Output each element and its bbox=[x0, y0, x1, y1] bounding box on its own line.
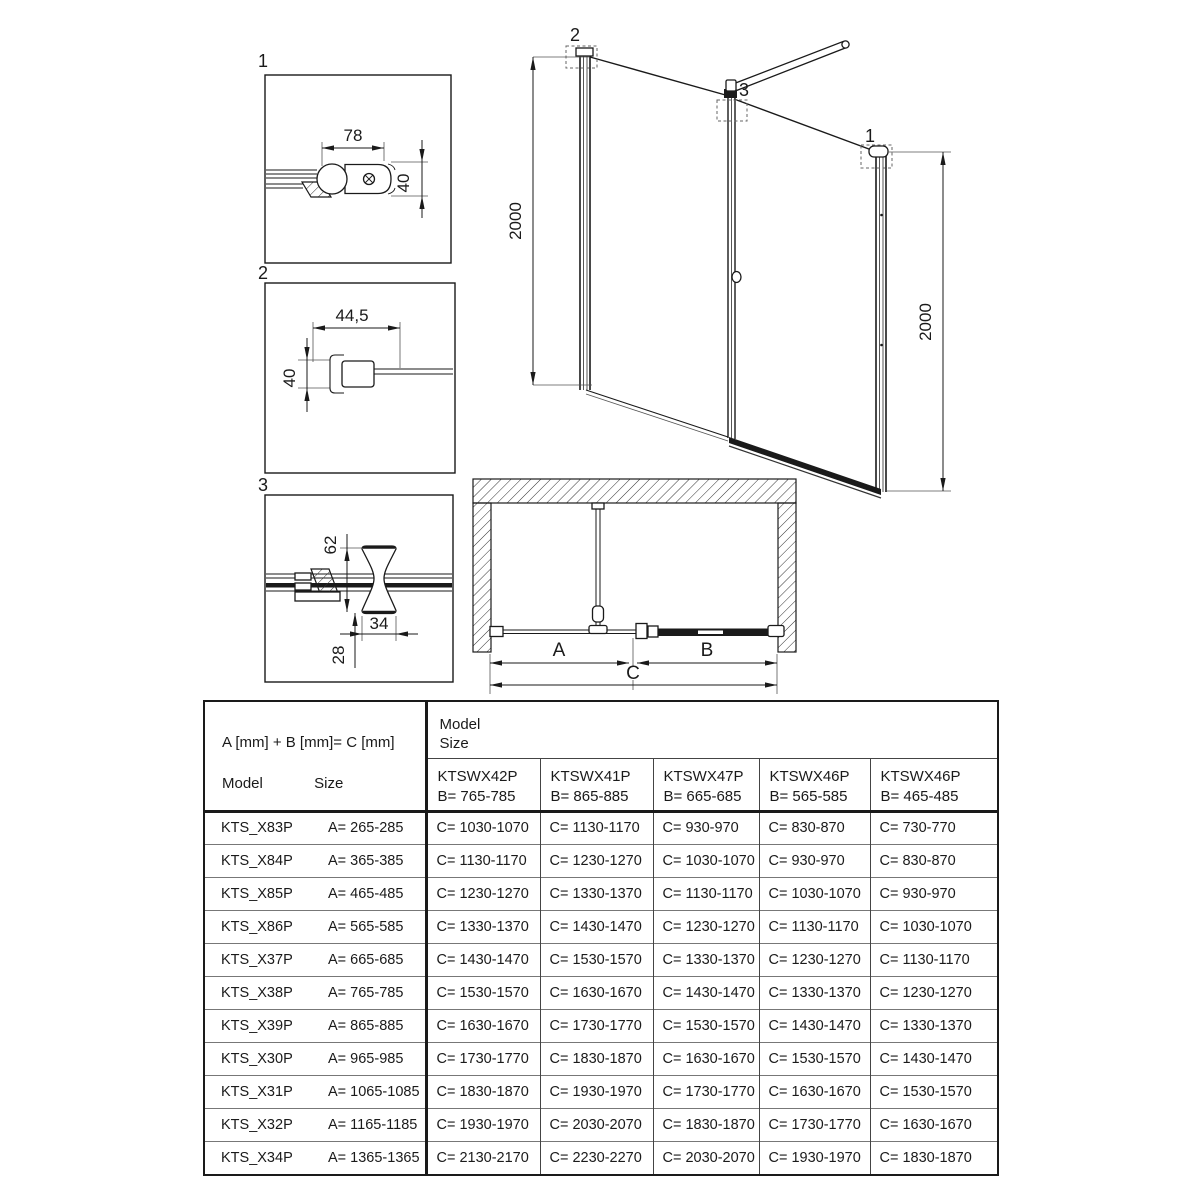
dim-28-label: 28 bbox=[329, 645, 348, 665]
c-value-cell: C= 1130-1170 bbox=[426, 844, 540, 877]
marker-3-label: 3 bbox=[739, 80, 750, 100]
dim-b bbox=[637, 640, 777, 694]
c-value-cell: C= 1330-1370 bbox=[653, 943, 759, 976]
c-value-cell: C= 1430-1470 bbox=[540, 910, 653, 943]
table-row bbox=[204, 844, 998, 877]
col-header-ktswx47p: KTSWX47P B= 665-685 bbox=[653, 758, 759, 811]
table-row bbox=[204, 1009, 998, 1042]
model-cell: KTS_X31P bbox=[221, 1084, 293, 1101]
c-value-cell: C= 1430-1470 bbox=[653, 976, 759, 1009]
marker-2-label: 2 bbox=[570, 25, 581, 45]
c-value-cell: C= 1830-1870 bbox=[540, 1043, 653, 1076]
c-value-cell: C= 1230-1270 bbox=[870, 976, 998, 1009]
c-value-cell: C= 830-870 bbox=[870, 844, 998, 877]
model-cell: KTS_X84P bbox=[221, 852, 293, 869]
model-size-group-header bbox=[426, 701, 998, 758]
knob bbox=[362, 546, 396, 614]
dim-78 bbox=[322, 126, 384, 166]
table-row bbox=[204, 877, 998, 910]
c-value-cell: C= 1130-1170 bbox=[759, 910, 870, 943]
door-panel-plan bbox=[658, 626, 784, 637]
elevation-view bbox=[506, 25, 951, 498]
dim-34-label: 34 bbox=[369, 614, 389, 633]
dim-c bbox=[490, 663, 777, 688]
c-value-cell: C= 1930-1970 bbox=[759, 1142, 870, 1175]
size-cell: A= 1065-1085 bbox=[328, 1084, 420, 1101]
left-wall-profile bbox=[576, 48, 593, 390]
c-value-cell: C= 1430-1470 bbox=[759, 1009, 870, 1042]
group-header-line1: Model bbox=[439, 715, 481, 733]
size-cell: A= 965-985 bbox=[328, 1051, 404, 1068]
fixed-panel-plan bbox=[490, 627, 640, 637]
c-value-cell: C= 1630-1670 bbox=[870, 1109, 998, 1142]
c-value-cell: C= 1830-1870 bbox=[426, 1076, 540, 1109]
c-value-cell: C= 2230-2270 bbox=[540, 1142, 653, 1175]
formula-label: A [mm] + B [mm]= C [mm] bbox=[222, 734, 395, 752]
dim-44-5 bbox=[313, 306, 400, 368]
c-value-cell: C= 1230-1270 bbox=[653, 910, 759, 943]
c-value-cell: C= 1930-1970 bbox=[540, 1076, 653, 1109]
detail-3-frame bbox=[265, 495, 453, 682]
col-header-ktswx41p: KTSWX41P B= 865-885 bbox=[540, 758, 653, 811]
marker-1-label: 1 bbox=[865, 126, 876, 146]
table-row bbox=[204, 1109, 998, 1142]
c-value-cell: C= 1730-1770 bbox=[426, 1043, 540, 1076]
size-cell: A= 865-885 bbox=[328, 1018, 404, 1034]
table-row bbox=[204, 811, 998, 844]
c-value-cell: C= 1330-1370 bbox=[426, 910, 540, 943]
dim-2000-right-label: 2000 bbox=[916, 303, 935, 341]
dim-a bbox=[490, 638, 633, 694]
model-cell: KTS_X30P bbox=[221, 1051, 293, 1068]
col-header-ktswx46p: KTSWX46P B= 565-585 bbox=[759, 758, 870, 811]
c-value-cell: C= 1230-1270 bbox=[759, 943, 870, 976]
size-cell: A= 365-385 bbox=[328, 852, 404, 869]
plan-view bbox=[473, 479, 796, 694]
c-value-cell: C= 1130-1170 bbox=[870, 943, 998, 976]
col-header-ktswx42p: KTSWX42P B= 765-785 bbox=[426, 758, 540, 811]
c-value-cell: C= 1530-1570 bbox=[759, 1043, 870, 1076]
model-cell: KTS_X83P bbox=[221, 820, 293, 837]
door-handle-knob bbox=[732, 272, 741, 283]
c-value-cell: C= 1430-1470 bbox=[870, 1043, 998, 1076]
c-value-cell: C= 2130-2170 bbox=[426, 1142, 540, 1175]
c-value-cell: C= 1330-1370 bbox=[870, 1009, 998, 1042]
c-value-cell: C= 1830-1870 bbox=[653, 1109, 759, 1142]
c-value-cell: C= 2030-2070 bbox=[540, 1109, 653, 1142]
dim-2000-left bbox=[506, 57, 592, 385]
c-value-cell: C= 1630-1670 bbox=[540, 976, 653, 1009]
c-value-cell: C= 1430-1470 bbox=[426, 943, 540, 976]
table-row bbox=[204, 943, 998, 976]
middle-post bbox=[724, 89, 737, 439]
table-row bbox=[204, 910, 998, 943]
group-header-line2: Size bbox=[439, 734, 469, 752]
right-wall-profile bbox=[869, 146, 888, 492]
dim-2000-right bbox=[887, 152, 951, 491]
screw-icon bbox=[364, 174, 375, 185]
wall-top bbox=[473, 479, 796, 503]
detail-2-label: 2 bbox=[258, 263, 269, 283]
dim-40 bbox=[391, 140, 428, 218]
c-value-cell: C= 1530-1570 bbox=[540, 943, 653, 976]
c-value-cell: C= 730-770 bbox=[870, 811, 998, 844]
c-value-cell: C= 1330-1370 bbox=[540, 877, 653, 910]
model-cell: KTS_X86P bbox=[221, 918, 293, 935]
dim-34 bbox=[340, 614, 418, 641]
model-cell: KTS_X37P bbox=[221, 951, 293, 968]
dim-78-label: 78 bbox=[343, 126, 363, 145]
door-glass-top-edge bbox=[734, 99, 877, 152]
c-value-cell: C= 1130-1170 bbox=[653, 877, 759, 910]
formula-header-cell bbox=[204, 701, 426, 811]
c-value-cell: C= 1730-1770 bbox=[540, 1009, 653, 1042]
table-row bbox=[204, 1076, 998, 1109]
c-value-cell: C= 930-970 bbox=[870, 877, 998, 910]
size-cell: A= 1165-1185 bbox=[328, 1117, 418, 1134]
model-cell: KTS_X38P bbox=[221, 984, 293, 1001]
model-column-header: Model bbox=[222, 775, 263, 793]
center-clamp-plan bbox=[636, 624, 658, 639]
detail-3-label: 3 bbox=[258, 475, 269, 495]
wall-left bbox=[473, 503, 491, 652]
size-cell: A= 265-285 bbox=[328, 820, 404, 837]
table-row bbox=[204, 1043, 998, 1076]
c-value-cell: C= 1630-1670 bbox=[759, 1076, 870, 1109]
c-value-cell: C= 1930-1970 bbox=[426, 1109, 540, 1142]
wall-profile-body bbox=[342, 361, 374, 387]
table-row bbox=[204, 1142, 998, 1175]
size-cell: A= 665-685 bbox=[328, 951, 404, 968]
size-column-header: Size bbox=[314, 775, 344, 793]
detail-1-view bbox=[258, 51, 451, 263]
c-value-cell: C= 930-970 bbox=[759, 844, 870, 877]
c-value-cell: C= 830-870 bbox=[759, 811, 870, 844]
c-value-cell: C= 1230-1270 bbox=[540, 844, 653, 877]
dim-40-2 bbox=[280, 338, 330, 412]
pivot-hub bbox=[317, 164, 347, 194]
c-value-cell: C= 1530-1570 bbox=[870, 1076, 998, 1109]
c-value-cell: C= 930-970 bbox=[653, 811, 759, 844]
bar-foot-plan bbox=[589, 626, 607, 634]
dim-40-label: 40 bbox=[394, 173, 413, 193]
c-value-cell: C= 1530-1570 bbox=[426, 976, 540, 1009]
c-value-cell: C= 1030-1070 bbox=[653, 844, 759, 877]
dim-62-label: 62 bbox=[321, 535, 340, 555]
model-cell: KTS_X34P bbox=[221, 1150, 293, 1167]
model-cell: KTS_X85P bbox=[221, 885, 293, 902]
c-value-cell: C= 1030-1070 bbox=[426, 811, 540, 844]
detail-3-view bbox=[258, 475, 453, 682]
fixed-glass-top-edge bbox=[590, 57, 729, 96]
c-value-cell: C= 1030-1070 bbox=[759, 877, 870, 910]
glass-panel-edge bbox=[374, 369, 453, 374]
size-cell: A= 565-585 bbox=[328, 918, 404, 935]
dim-28 bbox=[329, 613, 358, 668]
c-value-cell: C= 2030-2070 bbox=[653, 1142, 759, 1175]
c-value-cell: C= 1230-1270 bbox=[426, 877, 540, 910]
dim-40-2-label: 40 bbox=[280, 368, 299, 388]
dim-2000-left-label: 2000 bbox=[506, 202, 525, 240]
dim-44-5-label: 44,5 bbox=[335, 306, 369, 325]
dim-c-label: C bbox=[626, 663, 640, 684]
size-table bbox=[203, 700, 999, 1176]
detail-2-view bbox=[258, 263, 455, 473]
c-value-cell: C= 1630-1670 bbox=[653, 1043, 759, 1076]
dim-b-label: B bbox=[700, 640, 714, 661]
marker-3-box bbox=[717, 100, 747, 121]
support-bar-plan bbox=[592, 503, 604, 626]
table-row bbox=[204, 976, 998, 1009]
c-value-cell: C= 1030-1070 bbox=[870, 910, 998, 943]
c-value-cell: C= 1330-1370 bbox=[759, 976, 870, 1009]
model-cell: KTS_X39P bbox=[221, 1018, 293, 1034]
glass-and-rail-lines bbox=[266, 574, 452, 591]
c-value-cell: C= 1730-1770 bbox=[653, 1076, 759, 1109]
c-value-cell: C= 1830-1870 bbox=[870, 1142, 998, 1175]
size-cell: A= 765-785 bbox=[328, 984, 404, 1001]
c-value-cell: C= 1130-1170 bbox=[540, 811, 653, 844]
c-value-cell: C= 1630-1670 bbox=[426, 1009, 540, 1042]
dim-a-label: A bbox=[552, 640, 566, 661]
model-cell: KTS_X32P bbox=[221, 1117, 293, 1134]
size-cell: A= 465-485 bbox=[328, 885, 404, 902]
col-header-ktswx46p-2: KTSWX46P B= 465-485 bbox=[870, 758, 998, 811]
size-cell: A= 1365-1365 bbox=[328, 1150, 420, 1167]
c-value-cell: C= 1530-1570 bbox=[653, 1009, 759, 1042]
detail-1-label: 1 bbox=[258, 51, 269, 71]
c-value-cell: C= 1730-1770 bbox=[759, 1109, 870, 1142]
